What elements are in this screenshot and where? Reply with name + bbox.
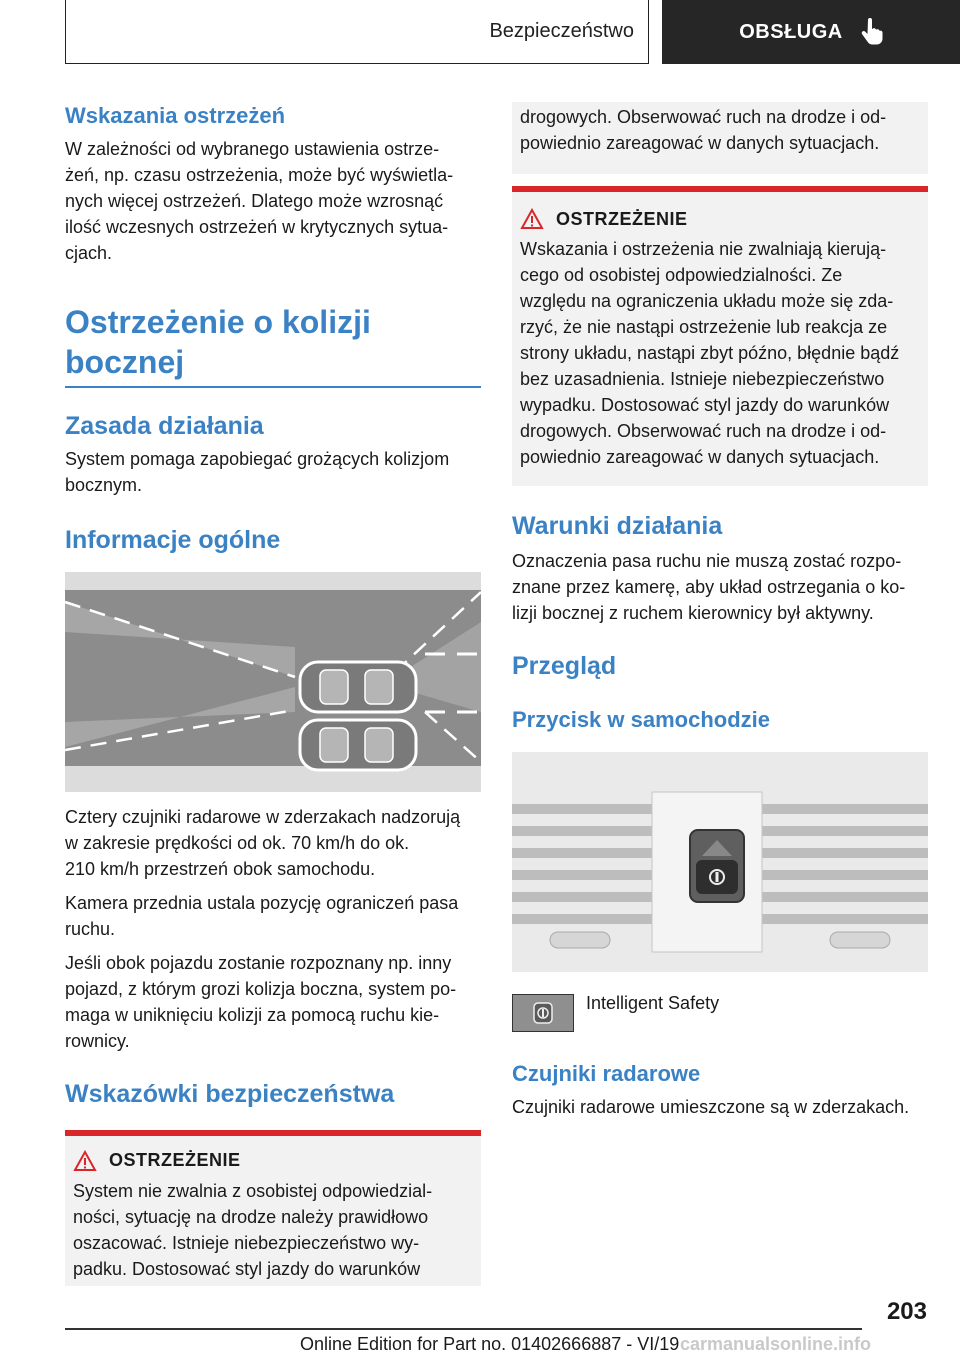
general-info-heading: Informacje ogólne	[65, 525, 281, 554]
warning-triangle-icon	[73, 1150, 97, 1172]
button-heading: Przycisk w samochodzie	[512, 707, 770, 732]
heading-rule	[65, 386, 481, 388]
header-section-title	[65, 0, 649, 64]
warning-title	[520, 208, 920, 230]
safety-notes-heading: Wskazówki bezpieczeństwa	[65, 1079, 395, 1108]
main-heading	[65, 302, 481, 382]
header-chapter-tab	[662, 0, 960, 64]
warning-label: OSTRZEŻENIE	[109, 1150, 241, 1170]
warning-2-text: Wskazania i ostrzeżenia nie zwalniają kierują- cego od osobistej odpowiedzialności. Ze względu na ograniczenia układu może się zda- rzyć, że nie nastąpi ostrzeżenie lub reakcja ze strony układu, nastąpi zbyt późno, błędnie bądź bez uzasadnienia. Istnieje niebezpieczeństwo wypadku. Dostosować styl jazdy do warunków drogowych. Obserwować ruch na drodze i od- powiednio zareagować w danych sytuacjach.	[520, 239, 900, 467]
warning-indicators-text: W zależności od wybranego ustawienia ostrze- żeń, np. czasu ostrzeżenia, może być wyświetla- nych więcej ostrzeżeń. Dlatego może wzrosnąć ilość wczesnych ostrzeżeń w krytycznych sytua- cjach.	[65, 139, 454, 263]
road-diagram	[65, 572, 481, 792]
warning-indicators-heading: Wskazania ostrzeżeń	[65, 103, 286, 128]
overview-heading: Przegląd	[512, 652, 617, 680]
side-collision-illustration	[65, 572, 481, 792]
warning-box-2	[512, 186, 928, 486]
warning-label: OSTRZEŻENIE	[556, 208, 688, 229]
conditions-text: Oznaczenia pasa ruchu nie muszą zostać rozpo- znane przez kamerę, aby układ ostrzegania o ko- lizji bocznej z ruchem kierownicy był aktywny.	[512, 551, 906, 623]
edition-text: Online Edition for Part no. 01402666887 - VI/19	[300, 1334, 680, 1354]
right-column	[512, 102, 928, 1120]
left-column	[65, 100, 481, 1286]
intelligent-safety-legend	[512, 994, 928, 1032]
button-location-illustration	[512, 752, 928, 972]
footer-rule	[65, 1328, 862, 1330]
page-number: 203	[886, 1298, 927, 1325]
general-paragraph-1: Cztery czujniki radarowe w zderzakach nadzorują w zakresie prędkości od ok. 70 km/h do ok. 210 km/h przestrzeń obok samochodu.	[65, 806, 461, 879]
vent-diagram	[512, 752, 928, 972]
radar-sensors-text: Czujniki radarowe umieszczone są w zderzakach.	[512, 1097, 910, 1117]
main-heading-line2: bocznej	[65, 344, 185, 380]
watermark-text: carmanualsonline.info	[680, 1334, 872, 1354]
intelligent-safety-icon	[512, 994, 574, 1032]
warning-box-1-continued	[512, 102, 928, 174]
warning-title	[73, 1150, 473, 1172]
radar-sensors-heading: Czujniki radarowe	[512, 1061, 701, 1086]
chapter-title: OBSŁUGA	[739, 20, 843, 43]
intelligent-safety-label: Intelligent Safety	[586, 993, 720, 1013]
intelligent-safety-button-icon	[690, 830, 744, 902]
main-heading-line1: Ostrzeżenie o kolizji	[65, 304, 371, 340]
warning-1-continued-text: drogowych. Obserwować ruch na drodze i od- powiednio zareagować w danych sytuacjach.	[520, 107, 887, 153]
general-paragraph-3: Jeśli obok pojazdu zostanie rozpoznany np. inny pojazd, z którym grozi kolizja boczna, system po- maga w uniknięciu kolizji za pomocą ruchu kie- rownicy.	[65, 952, 457, 1051]
section-title: Bezpieczeństwo	[489, 20, 634, 42]
warning-1-text: System nie zwalnia z osobistej odpowiedzial- ności, sytuację na drodze należy prawidłowo oszacować. Istnieje niebezpieczeństwo wy- padku. Dostosować styl jazdy do warunków	[73, 1180, 433, 1279]
warning-box-1	[65, 1130, 481, 1286]
general-paragraph-2: Kamera przednia ustala pozycję ograniczeń pasa ruchu.	[65, 892, 459, 939]
hand-pointer-icon	[861, 18, 883, 46]
principle-heading: Zasada działania	[65, 411, 264, 440]
car-lower-icon	[300, 720, 416, 770]
conditions-heading: Warunki działania	[512, 512, 723, 540]
car-upper-icon	[300, 662, 416, 712]
principle-text: System pomaga zapobiegać grożących kolizjom bocznym.	[65, 448, 450, 495]
warning-triangle-icon	[520, 208, 544, 230]
